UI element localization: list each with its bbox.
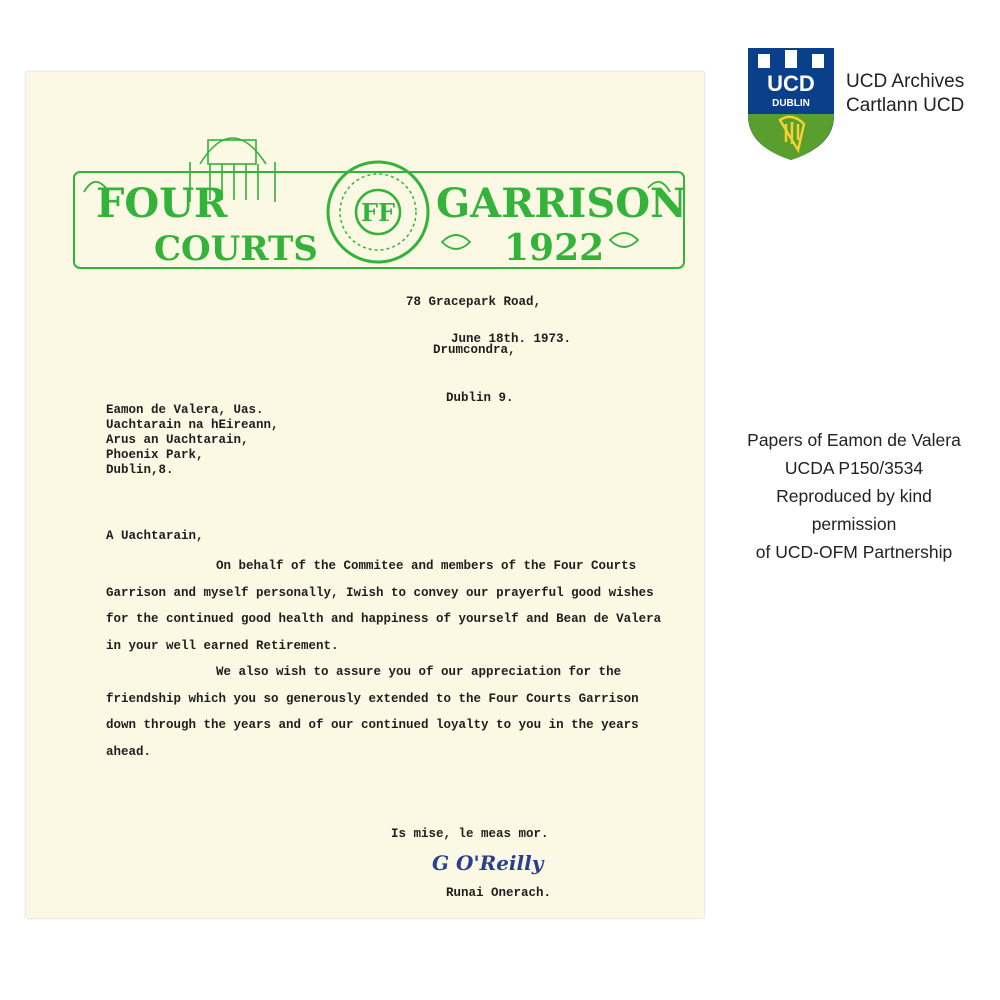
caption-line: permission <box>811 514 897 534</box>
ucd-logo <box>746 38 836 162</box>
letterhead-courts: COURTS <box>154 229 318 269</box>
letter-body <box>106 553 666 765</box>
letterhead-garrison: GARRISON <box>436 180 687 227</box>
letterhead-four: FOUR <box>96 180 228 227</box>
recipient-line: Arus an Uachtarain, <box>106 433 249 447</box>
recipient-line: Dublin,8. <box>106 463 174 477</box>
body-paragraph: On behalf of the Commitee and members of the Four Courts Garrison and myself personally, Iwish to convey our prayerful good wishes for the continued good health and happiness of yourself and Bean de Valera in your well earned Retirement. <box>106 559 662 653</box>
letter-date: June 18th. 1973. <box>451 332 572 346</box>
address-line: Dublin 9. <box>446 391 514 405</box>
caption-line: Papers of Eamon de Valera <box>747 430 961 450</box>
recipient-line: Phoenix Park, <box>106 448 204 462</box>
archive-name-english: UCD Archives <box>846 71 965 92</box>
caption-line: Reproduced by kind <box>776 486 932 506</box>
logo-subtext: DUBLIN <box>772 98 810 109</box>
four-courts-garrison-letterhead <box>70 112 688 272</box>
address-line: 78 Gracepark Road, <box>406 295 542 309</box>
archive-name-irish: Cartlann UCD <box>846 95 965 116</box>
signer-title: Runai Onerach. <box>446 886 552 900</box>
handwritten-signature <box>426 842 546 882</box>
letter-page <box>26 72 704 918</box>
recipient-address <box>106 403 279 478</box>
archive-caption <box>720 426 988 566</box>
caption-line: UCDA P150/3534 <box>784 458 924 478</box>
body-paragraph: We also wish to assure you of our appreciation for the friendship which you so generously extended to the Four Courts Garrison down through the years and of our continued loyalty to you in the years ahead. <box>106 665 639 759</box>
closing-line: Is mise, le meas mor. <box>391 827 549 841</box>
signature-text: G O'Reilly <box>432 851 544 875</box>
emblem-letters: FF <box>360 198 396 227</box>
sender-address <box>406 262 541 438</box>
address-line: Drumcondra, <box>433 343 516 357</box>
logo-text: UCD <box>767 71 815 96</box>
letterhead-year: 1922 <box>504 227 605 269</box>
archive-name <box>846 70 964 118</box>
recipient-line: Uachtarain na hEireann, <box>106 418 279 432</box>
recipient-line: Eamon de Valera, Uas. <box>106 403 264 417</box>
caption-line: of UCD-OFM Partnership <box>755 542 953 562</box>
salutation: A Uachtarain, <box>106 529 204 543</box>
